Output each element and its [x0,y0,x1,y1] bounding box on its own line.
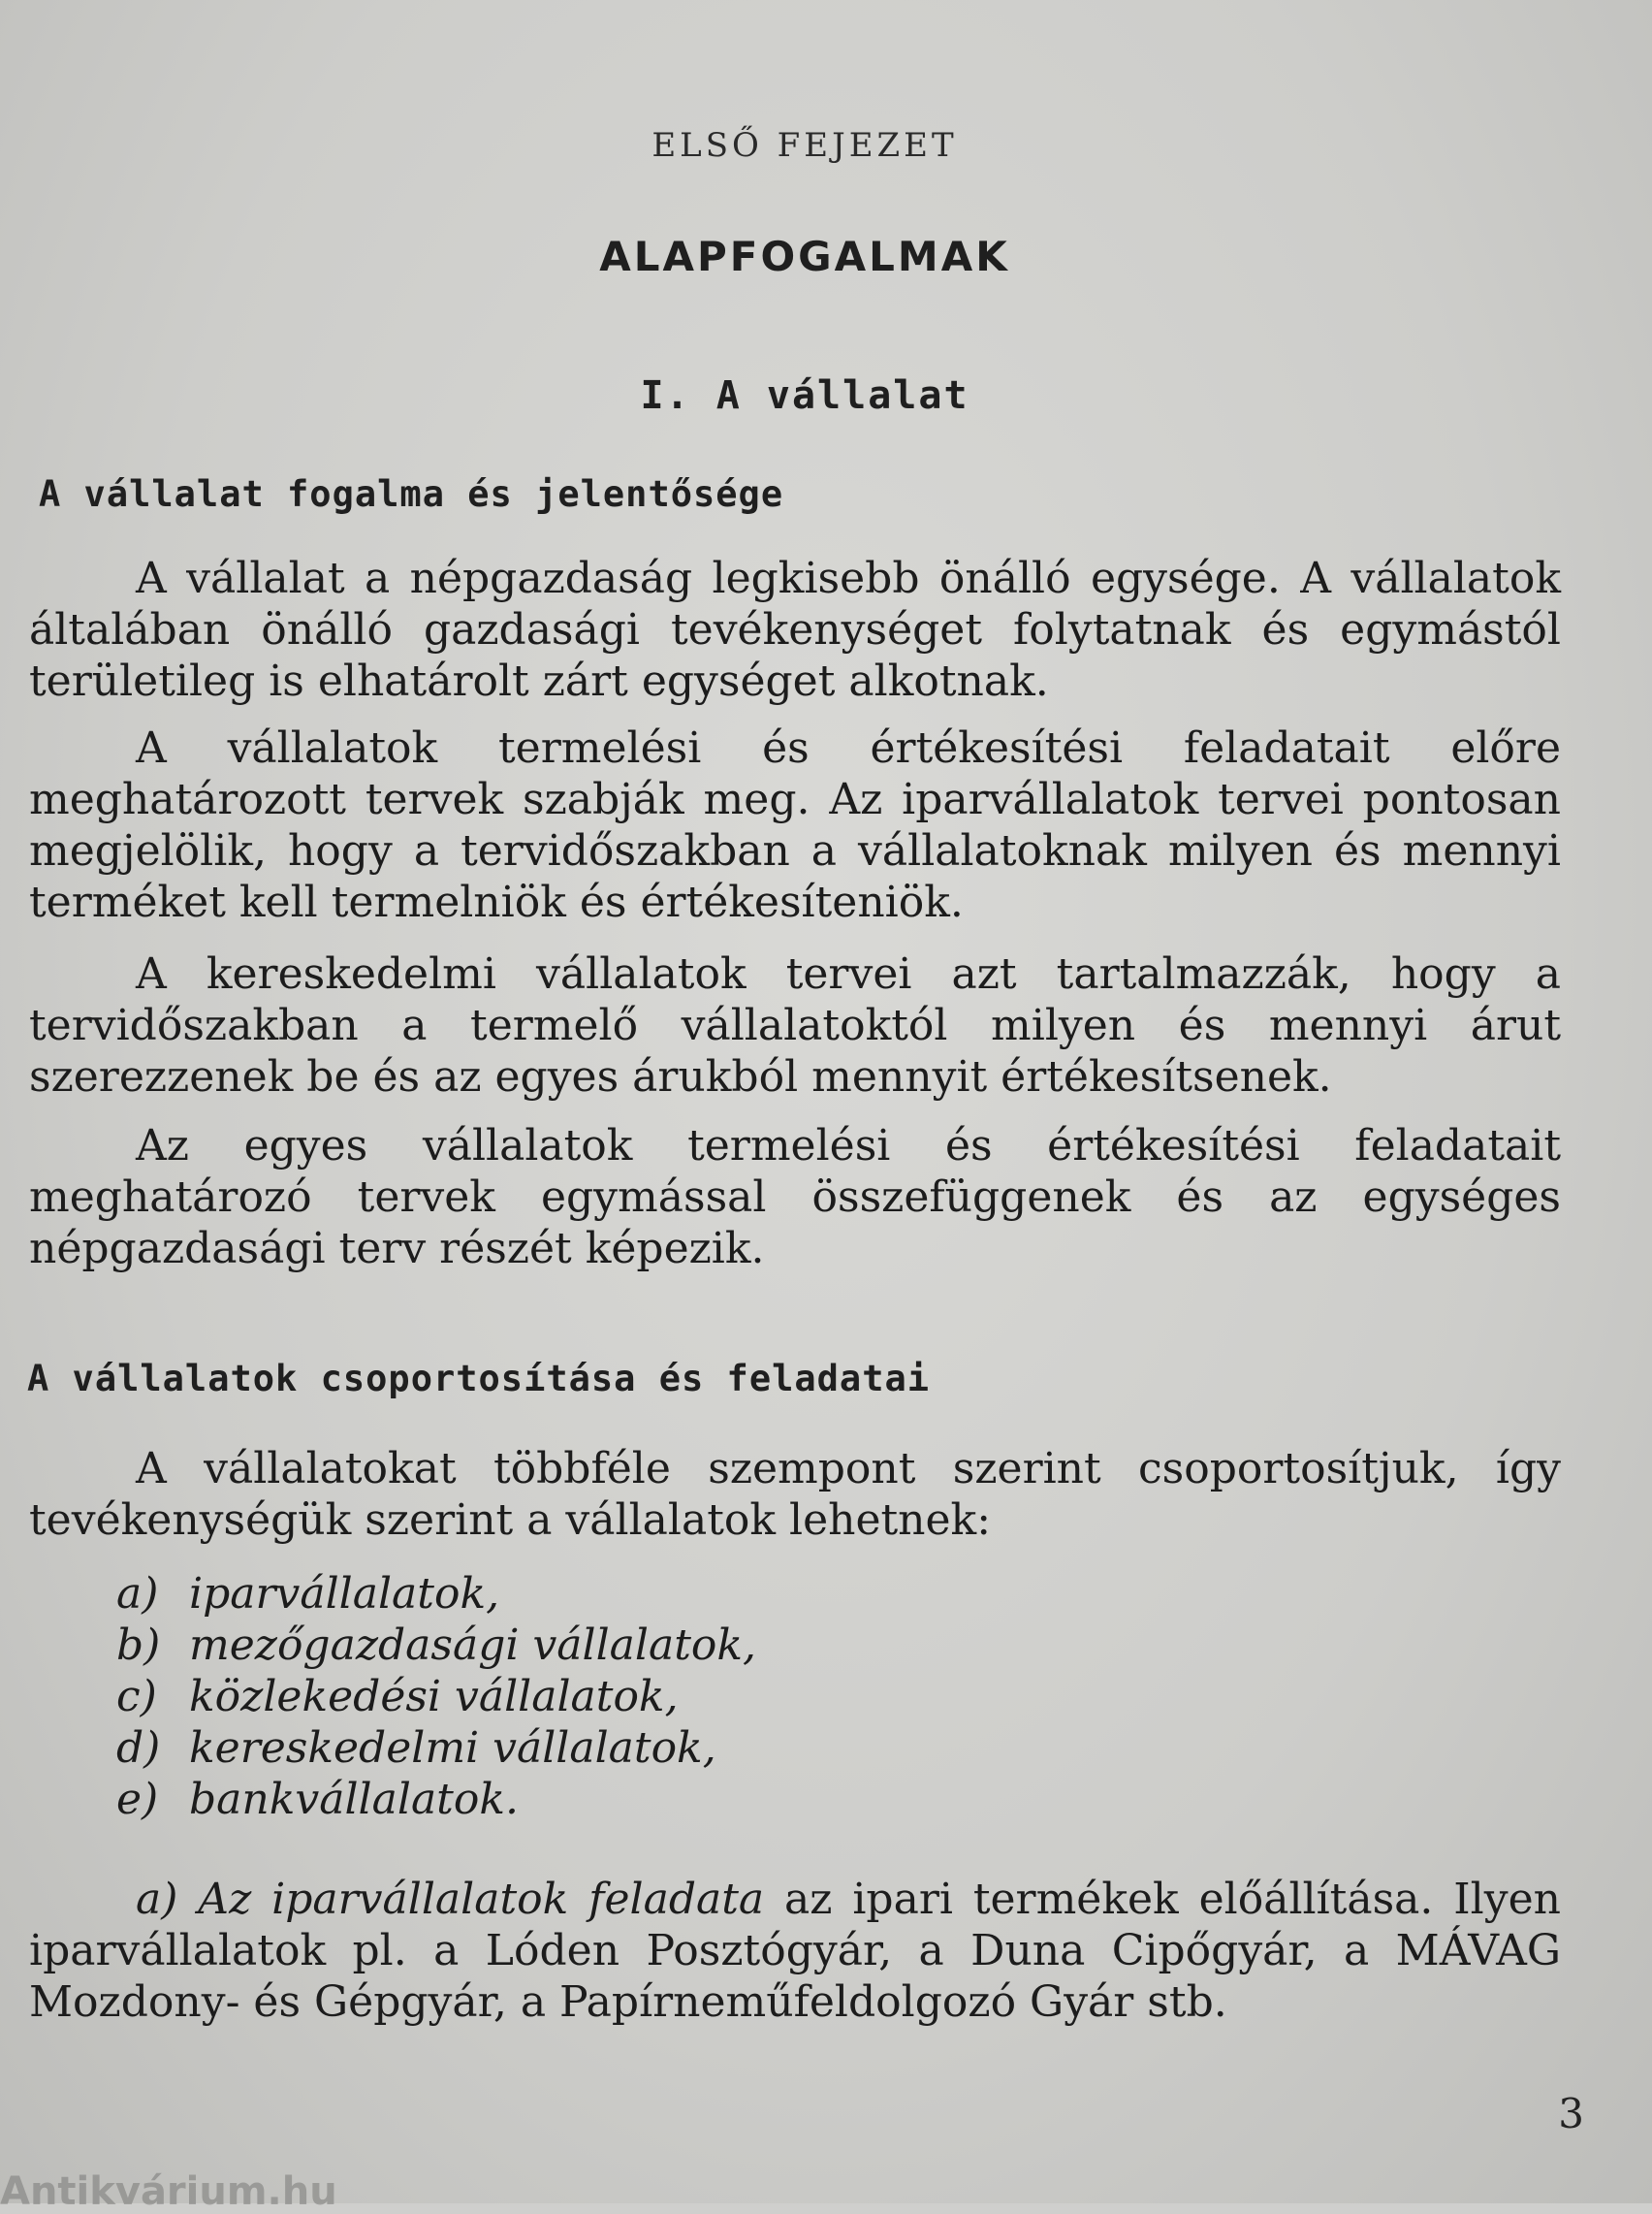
list-item-text: iparvállalatok, [189,1569,500,1619]
paragraph-4 [29,1120,1561,1274]
section-title: I. A vállalat [640,373,969,418]
closing-paragraph [29,1874,1561,2028]
list-item-label: d) [116,1723,161,1773]
page-number: 3 [1558,2090,1584,2137]
list-item-label: e) [116,1775,159,1824]
enterprise-type-list [116,1568,756,1825]
list-item-text: mezőgazdasági vállalatok, [189,1620,757,1670]
subsection-heading-1: A vállalat fogalma és jelentősége [39,473,784,515]
closing-paragraph-text: az ipari termékek előállítása. Ilyen iparvállalatok pl. a Lóden Posztógyár, a Duna Cipőgyár, a MÁVAG Mozdony- és Gépgyár, a Papírneműfeldolgozó Gyár stb. [29,1875,1561,2027]
paragraph-3 [29,948,1561,1103]
watermark: Antikvárium.hu [0,2169,337,2214]
list-item-text: kereskedelmi vállalatok, [189,1723,716,1773]
list-item [116,1620,756,1671]
paragraph-2 [29,722,1561,928]
list-item [116,1671,756,1722]
paragraph-4-text: Az egyes vállalatok termelési és értékesítési feladatait meghatározó tervek egymással összefüggenek és az egységes népgazdasági terv részét képezik. [29,1121,1561,1273]
list-item-label: a) [116,1569,159,1619]
intro-paragraph [29,1443,1561,1546]
intro-paragraph-text: A vállalatokat többféle szempont szerint csoportosítjuk, így tevékenységük szerint a vállalatok lehetnek: [29,1444,1561,1545]
chapter-title: ALAPFOGALMAK [599,233,1010,280]
list-item-text: közlekedési vállalatok, [189,1672,679,1721]
chapter-label: ELSŐ FEJEZET [651,126,958,165]
list-item [116,1568,756,1620]
paragraph-1-text: A vállalat a népgazdaság legkisebb önálló egysége. A vállalatok általában önálló gazdasági tevékenységet folytatnak és egymástól területileg is elhatárolt zárt egységet alkotnak. [29,554,1561,706]
list-item-label: b) [116,1620,161,1670]
closing-paragraph-lead: a) Az iparvállalatok feladata [136,1875,765,1924]
paragraph-2-text: A vállalatok termelési és értékesítési feladatait előre meghatározott tervek szabják meg. Az iparvállalatok tervei pontosan megjelölik, hogy a tervidőszakban a vállalatoknak milyen és mennyi terméket kell termelniök és értékesíteniök. [29,723,1561,927]
paragraph-1 [29,553,1561,707]
list-item [116,1774,756,1825]
paragraph-3-text: A kereskedelmi vállalatok tervei azt tartalmazzák, hogy a tervidőszakban a termelő vállalatoktól milyen és mennyi árut szerezzenek be és az egyes árukból mennyit értékesítsenek. [29,949,1561,1102]
list-item [116,1722,756,1774]
subsection-heading-2: A vállalatok csoportosítása és feladatai [27,1358,931,1399]
list-item-label: c) [116,1672,157,1721]
list-item-text: bankvállalatok. [189,1775,519,1824]
